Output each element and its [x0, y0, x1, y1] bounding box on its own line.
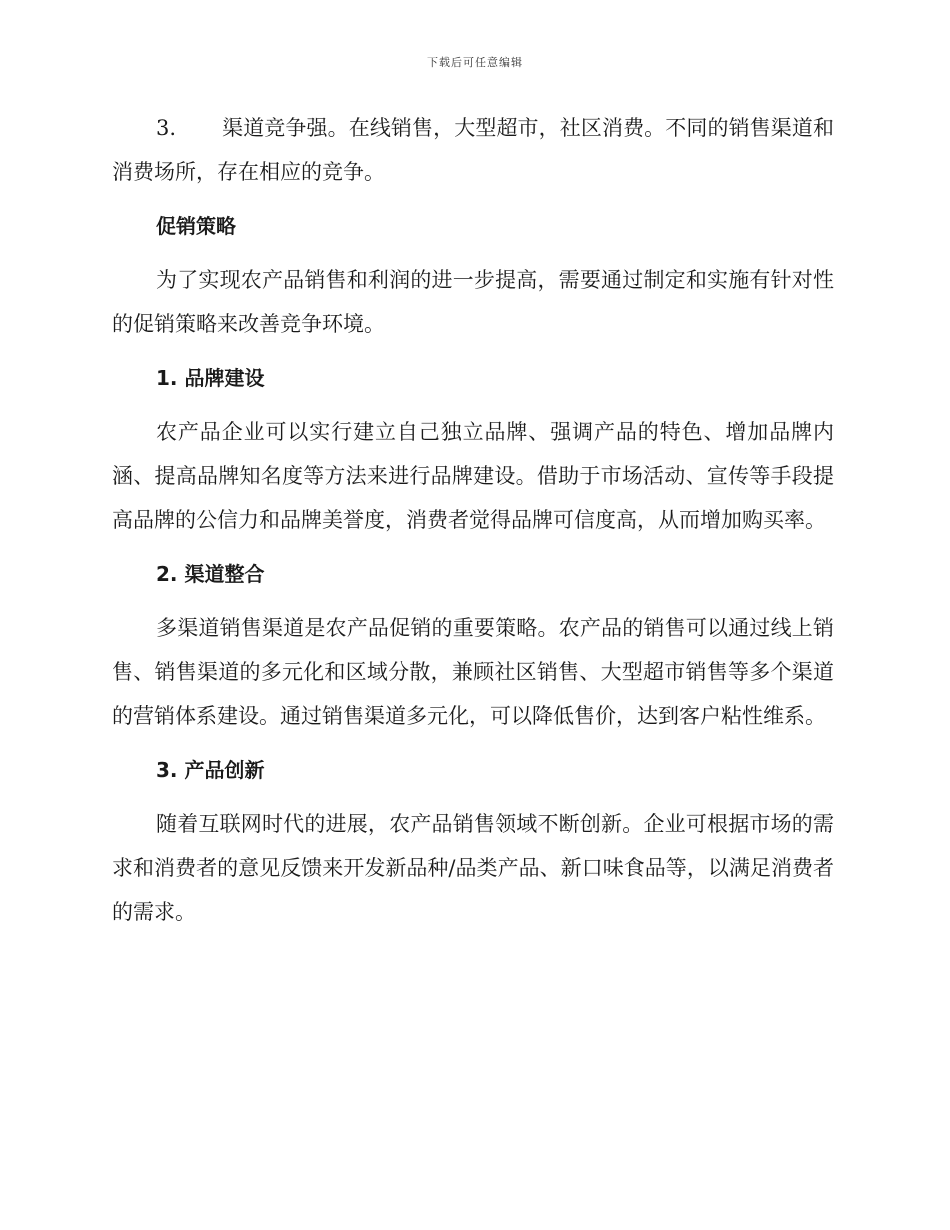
- section-heading: 促销策略: [156, 214, 236, 238]
- document-body: [112, 106, 834, 934]
- subsection-heading-brand: 1. 品牌建设: [156, 366, 265, 390]
- subsection-body-brand: 农产品企业可以实行建立自己独立品牌、强调产品的特色、增加品牌内涵、提高品牌知名度等方法来进行品牌建设。借助于市场活动、宣传等手段提高品牌的公信力和品牌美誉度，消费者觉得品牌可信度高，从而增加购买率。: [112, 420, 834, 532]
- list-item-3: [112, 106, 834, 194]
- page-header: 下载后可任意编辑: [427, 56, 523, 69]
- subsection-heading-channel: 2. 渠道整合: [156, 562, 265, 586]
- subsection-body-product: 随着互联网时代的进展，农产品销售领域不断创新。企业可根据市场的需求和消费者的意见反馈来开发新品种/品类产品、新口味食品等，以满足消费者的需求。: [112, 812, 834, 924]
- list-item-text: 渠道竞争强。在线销售，大型超市，社区消费。不同的销售渠道和消费场所，存在相应的竞争。: [112, 116, 834, 184]
- list-item-number: 3.: [156, 116, 177, 140]
- subsection-heading-product: 3. 产品创新: [156, 758, 265, 782]
- subsection-body-channel: 多渠道销售渠道是农产品促销的重要策略。农产品的销售可以通过线上销售、销售渠道的多元化和区域分散，兼顾社区销售、大型超市销售等多个渠道的营销体系建设。通过销售渠道多元化，可以降低售价，达到客户粘性维系。: [112, 616, 834, 728]
- section-intro: 为了实现农产品销售和利润的进一步提高，需要通过制定和实施有针对性的促销策略来改善竞争环境。: [112, 268, 834, 336]
